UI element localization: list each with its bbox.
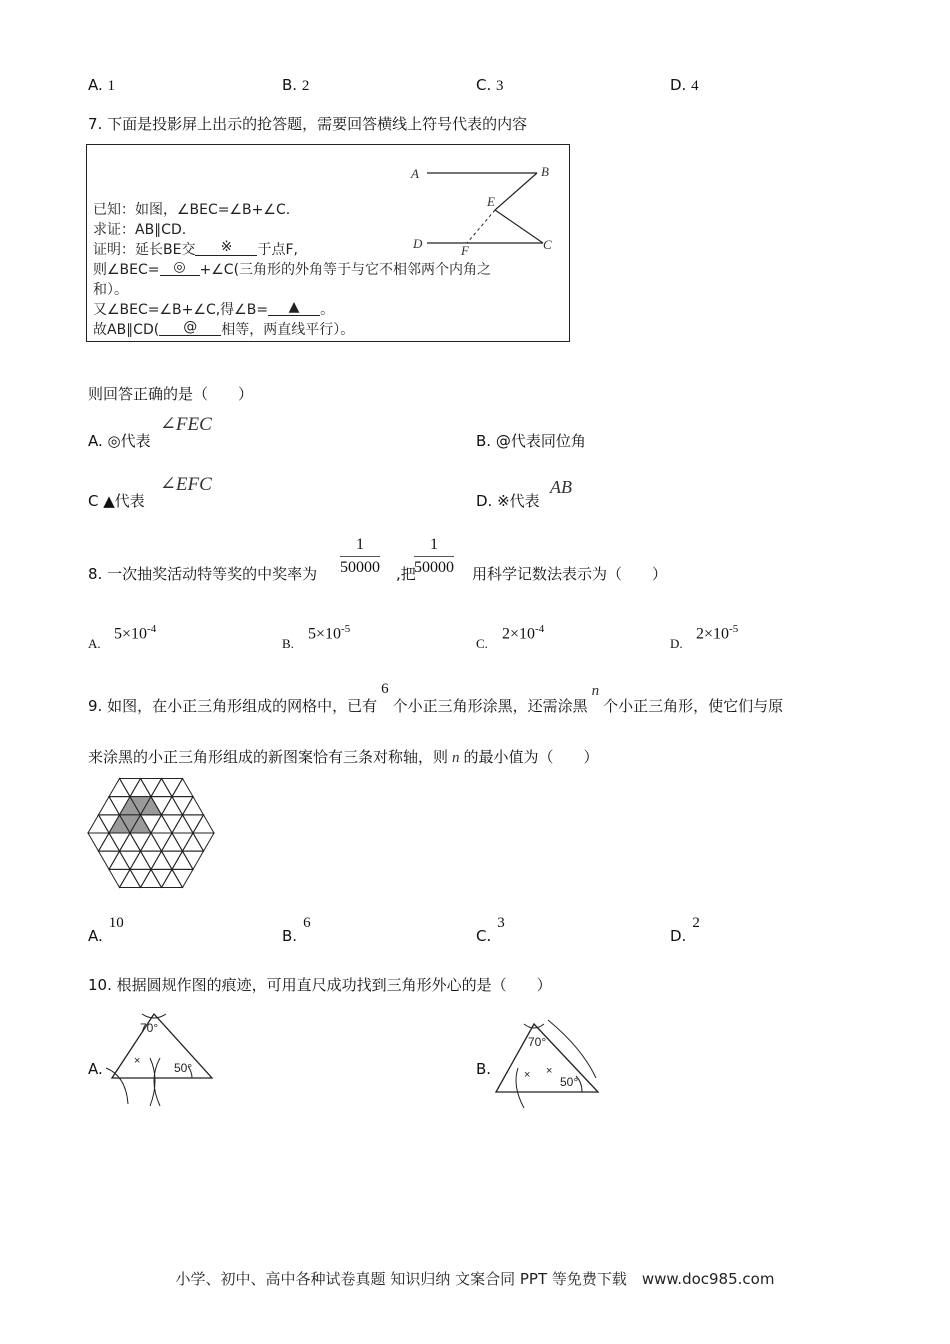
grid-triangle <box>109 833 130 851</box>
q7-option-c <box>88 490 145 511</box>
q8-stem-mid: ,把 <box>396 565 416 583</box>
q7-option-d <box>476 490 540 511</box>
q8-stem-post: 用科学记数法表示为（ ） <box>472 565 668 583</box>
angle-50-label: 50° <box>560 1075 579 1089</box>
grid-triangle <box>151 833 172 851</box>
option-exponent: -5 <box>729 623 739 635</box>
q9-option-d <box>670 915 700 946</box>
grid-triangle <box>99 833 120 851</box>
option-base: 2×10 <box>502 625 536 643</box>
grid-triangle <box>172 833 193 851</box>
q8-stem-pre: 8. 一次抽奖活动特等奖的中奖率为 <box>88 565 318 583</box>
grid-triangle <box>109 778 130 796</box>
grid-triangle <box>109 851 130 869</box>
q8-fraction-1 <box>340 536 380 577</box>
grid-triangle <box>130 778 151 796</box>
option-value: 6 <box>303 915 311 931</box>
grid-triangle <box>172 851 193 869</box>
grid-triangle <box>162 851 183 869</box>
fraction-numerator: 1 <box>340 536 380 557</box>
option-exponent: -4 <box>535 623 545 635</box>
q10-option-a-label: A. <box>88 1060 103 1078</box>
box-line-proof-2 <box>93 259 491 279</box>
grid-triangle <box>193 833 214 851</box>
grid-triangle <box>183 833 204 851</box>
text: 的最小值为（ ） <box>463 748 599 766</box>
q7-option-a <box>88 430 151 451</box>
option-base: 5×10 <box>308 625 342 643</box>
grid-triangle <box>172 869 193 887</box>
option-label: C. <box>476 76 492 94</box>
option-value: 10 <box>108 915 124 931</box>
q8-option-a-label: A. <box>88 636 101 651</box>
q6-option-a <box>88 76 115 95</box>
q8-option-c-label: C. <box>476 636 488 651</box>
q10-option-b-label: B. <box>476 1060 492 1078</box>
q6-option-c <box>476 76 504 95</box>
fraction-denominator: 50000 <box>414 559 454 576</box>
fraction-denominator: 50000 <box>340 559 380 576</box>
grid-triangle <box>88 833 109 851</box>
option-label: B. <box>282 927 298 945</box>
option-value: 1 <box>107 78 116 94</box>
grid-triangle <box>120 833 141 851</box>
math-n: n <box>591 683 600 699</box>
q9-option-b <box>282 915 311 946</box>
grid-triangle <box>172 797 193 815</box>
grid-triangle <box>109 869 130 887</box>
label-f: F <box>461 243 469 255</box>
text: 于点F, <box>257 242 298 258</box>
q8-option-c <box>502 623 544 643</box>
q9-stem-line1 <box>88 681 784 716</box>
box-line-prove: 求证：AB∥CD. <box>93 222 187 238</box>
q7-option-b: B. @代表同位角 <box>476 432 586 450</box>
text: 又∠BEC=∠B+∠C,得∠B= <box>93 302 269 318</box>
math-n: n <box>452 750 460 766</box>
q10-figure-a <box>104 1008 216 1108</box>
option-exponent: -5 <box>341 623 351 635</box>
fraction-numerator: 1 <box>414 536 454 557</box>
angle-70-label: 70° <box>140 1021 159 1035</box>
q6-option-b <box>282 76 309 95</box>
grid-triangle <box>151 851 172 869</box>
option-label: A. <box>88 76 103 94</box>
q9-option-a <box>88 915 124 946</box>
grid-triangle <box>162 869 183 887</box>
q7-option-d-math: AB <box>550 477 572 497</box>
box-line-given: 已知：如图，∠BEC=∠B+∠C. <box>93 202 291 218</box>
angle-50-label: 50° <box>174 1061 193 1075</box>
q7-figure <box>407 155 567 255</box>
option-base: 2×10 <box>696 625 730 643</box>
text: 9. 如图，在小正三角形组成的网格中，已有 <box>88 697 378 715</box>
grid-triangle <box>172 815 193 833</box>
grid-triangle <box>141 833 162 851</box>
box-line-proof-5 <box>93 319 354 339</box>
svg-text:×: × <box>134 1055 141 1067</box>
q9-option-c <box>476 915 505 946</box>
option-value: 3 <box>497 915 505 931</box>
grid-triangle <box>88 815 109 833</box>
text: +∠C(三角形的外角等于与它不相邻两个内角之 <box>199 262 492 278</box>
text: 证明：延长BE交 <box>93 242 196 258</box>
q6-option-d <box>670 76 699 95</box>
svg-text:×: × <box>524 1069 531 1081</box>
q8-option-a <box>114 623 156 643</box>
grid-triangle <box>151 869 172 887</box>
q7-option-c-math: ∠EFC <box>160 474 212 495</box>
triangular-grid-figure <box>84 776 218 890</box>
q8-option-d <box>696 623 738 643</box>
blank-symbol: ◎ <box>160 259 200 276</box>
q10-stem: 10. 根据圆规作图的痕迹，可用直尺成功找到三角形外心的是（ ） <box>88 976 552 994</box>
option-label: D. <box>670 76 687 94</box>
text: 。 <box>320 302 335 318</box>
angle-70-label: 70° <box>528 1035 547 1049</box>
option-base: 5×10 <box>114 625 148 643</box>
grid-triangle <box>151 815 172 833</box>
option-label: B. <box>282 76 298 94</box>
blank-symbol: ▲ <box>268 299 320 316</box>
box-line-proof-4 <box>93 299 334 319</box>
option-text: A. ◎代表 <box>88 432 151 450</box>
grid-triangle <box>162 778 183 796</box>
grid-triangle <box>151 778 172 796</box>
option-value: 4 <box>691 78 699 94</box>
option-label: D. <box>670 927 687 945</box>
option-text: D. ※代表 <box>476 492 540 510</box>
label-c: C <box>543 237 552 252</box>
q9-stem-line2 <box>88 746 599 767</box>
text: 个小正三角形涂黑，还需涂黑 <box>392 697 588 715</box>
grid-triangle <box>130 851 151 869</box>
option-value: 2 <box>692 915 700 931</box>
option-label: A. <box>88 927 103 945</box>
option-value: 3 <box>496 78 504 94</box>
grid-triangle <box>172 778 193 796</box>
label-b: B <box>541 164 549 179</box>
grid-triangle <box>99 797 120 815</box>
grid-triangle <box>120 778 141 796</box>
label-d: D <box>413 236 423 251</box>
text: 来涂黑的小正三角形组成的新图案恰有三条对称轴，则 <box>88 748 449 766</box>
blank-symbol: ※ <box>195 239 257 256</box>
grid-triangle <box>162 797 183 815</box>
q7-option-a-math: ∠FEC <box>160 414 212 435</box>
grid-triangle <box>162 815 183 833</box>
q7-stem: 7. 下面是投影屏上出示的抢答题，需要回答横线上符号代表的内容 <box>88 115 528 133</box>
text: 相等，两直线平行）。 <box>221 322 355 338</box>
box-line-proof-3: 和）。 <box>93 282 128 298</box>
grid-triangle <box>141 778 162 796</box>
grid-triangle <box>183 851 204 869</box>
label-e: E <box>487 194 495 209</box>
q10-figure-b <box>490 1018 606 1110</box>
box-line-proof-1 <box>93 239 298 259</box>
text: 故AB∥CD( <box>93 322 160 338</box>
grid-triangle <box>120 869 141 887</box>
option-exponent: -4 <box>147 623 157 635</box>
option-text: C ▲代表 <box>88 492 145 510</box>
grid-triangle <box>141 851 162 869</box>
q8-fraction-2 <box>414 536 454 577</box>
grid-triangle <box>130 869 151 887</box>
text: 个小正三角形，使它们与原 <box>603 697 784 715</box>
grid-triangle <box>162 833 183 851</box>
page-footer: 小学、初中、高中各种试卷真题 知识归纳 文案合同 PPT 等免费下载 www.doc985.com <box>175 1270 775 1288</box>
q7-prompt: 则回答正确的是（ ） <box>88 385 254 403</box>
q8-option-b <box>308 623 350 643</box>
grid-triangle <box>193 815 214 833</box>
option-value: 2 <box>301 78 310 94</box>
option-label: C. <box>476 927 492 945</box>
grid-triangle <box>130 833 151 851</box>
q8-option-b-label: B. <box>282 636 294 651</box>
q7-problem-box <box>86 144 570 342</box>
math-six: 6 <box>381 681 389 697</box>
q8-option-d-label: D. <box>670 636 683 651</box>
blank-symbol: @ <box>159 319 221 336</box>
svg-text:×: × <box>546 1065 553 1077</box>
grid-triangle <box>183 815 204 833</box>
label-a: A <box>411 166 419 181</box>
grid-triangle <box>120 851 141 869</box>
grid-triangle <box>183 797 204 815</box>
text: 则∠BEC= <box>93 262 160 278</box>
grid-triangle <box>141 869 162 887</box>
grid-triangle <box>99 851 120 869</box>
